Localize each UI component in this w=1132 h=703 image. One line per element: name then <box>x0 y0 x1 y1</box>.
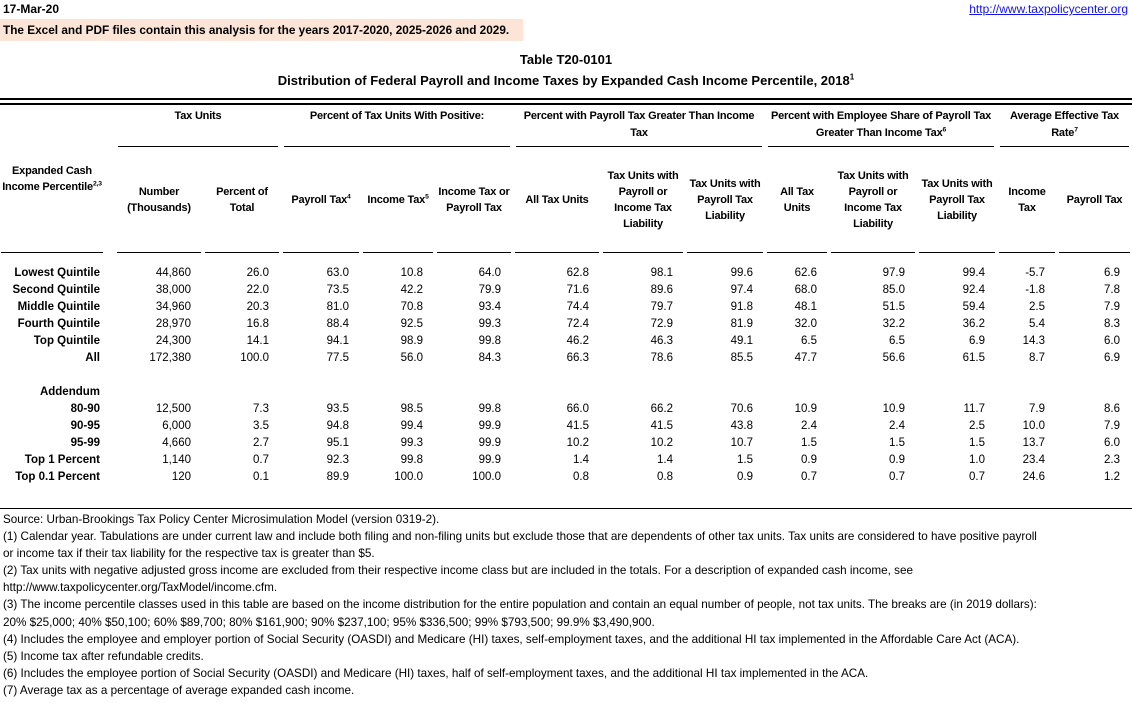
footnotes <box>0 509 1132 699</box>
table-cell: 120 <box>171 471 191 483</box>
row-label: Second Quintile <box>12 284 100 296</box>
table-cell <box>281 384 361 401</box>
table-cell: 70.6 <box>730 403 754 415</box>
table-cell <box>601 367 685 384</box>
table-cell: 4,660 <box>162 437 191 449</box>
table-cell: 10.2 <box>566 437 589 449</box>
group-header-row <box>0 105 1132 147</box>
row-label <box>0 367 115 384</box>
table-cell: 0.7 <box>801 471 818 483</box>
table-cell: 172,380 <box>149 352 191 364</box>
table-cell: 94.1 <box>326 335 349 347</box>
table-cell: 23.4 <box>1022 454 1046 466</box>
table-cell <box>685 384 765 401</box>
table-cell: 89.6 <box>650 284 673 296</box>
footnote-line: (7) Average tax as a percentage of average expanded cash income. <box>3 683 355 697</box>
table-cell: 99.9 <box>478 437 501 449</box>
table-cell: 0.7 <box>253 454 269 466</box>
table-cell: 44,860 <box>155 267 191 279</box>
table-cell: 81.9 <box>730 318 754 330</box>
table-cell: 91.8 <box>730 301 754 313</box>
table-cell <box>997 384 1057 401</box>
column-header-number: Number (Thousands) <box>115 147 203 253</box>
table-cell: 99.9 <box>478 420 501 432</box>
table-cell: 2.4 <box>801 420 818 432</box>
table-cell <box>115 384 203 401</box>
table-cell: 10.9 <box>882 403 906 415</box>
table-cell: 6.9 <box>1104 267 1121 279</box>
table-cell: 1.5 <box>889 437 906 449</box>
table-cell: 71.6 <box>566 284 589 296</box>
table-cell: 24.6 <box>1022 471 1046 483</box>
table-cell: 1.4 <box>573 454 589 466</box>
table-cell: 48.1 <box>794 301 818 313</box>
table-cell: 92.3 <box>326 454 349 466</box>
table-cell: 6,000 <box>162 420 191 432</box>
table-cell <box>1057 367 1132 384</box>
table-cell: 70.8 <box>400 301 423 313</box>
table-number-title: Table T20-0101 <box>519 52 613 67</box>
table-cell: 99.3 <box>400 437 423 449</box>
column-header-payroll-or-income-liability-2: Tax Units with Payroll or Income Tax Liability <box>829 147 917 253</box>
table-cell: 99.3 <box>478 318 501 330</box>
table-cell: 6.5 <box>889 335 906 347</box>
column-header-avg-payroll-tax: Payroll Tax <box>1057 147 1132 253</box>
table-cell: 5.4 <box>1029 318 1046 330</box>
banner-note: The Excel and PDF files contain this analysis for the years 2017-2020, 2025-2026 and 2029. <box>0 19 523 41</box>
table-cell: 78.6 <box>650 352 673 364</box>
table-cell: 99.8 <box>478 403 501 415</box>
table-cell: 7.3 <box>253 403 269 415</box>
table-cell: -1.8 <box>1025 284 1046 296</box>
table-cell: 95.1 <box>326 437 349 449</box>
table-cell: 36.2 <box>962 318 986 330</box>
row-label: 80-90 <box>70 403 100 415</box>
table-cell: 2.3 <box>1104 454 1121 466</box>
table-cell <box>997 367 1057 384</box>
table-cell: 7.8 <box>1104 284 1121 296</box>
table-cell <box>435 367 513 384</box>
table-cell: 2.5 <box>969 420 986 432</box>
table-cell: 59.4 <box>962 301 986 313</box>
table-cell <box>917 367 997 384</box>
group-header-employee-share: Percent with Employee Share of Payroll Tax Greater Than Income Tax$^6$ <box>765 105 997 147</box>
table-cell: 100.0 <box>394 471 423 483</box>
table-cell: 85.5 <box>730 352 754 364</box>
row-label: All <box>85 352 100 364</box>
table-cell: 56.6 <box>882 352 906 364</box>
table-cell <box>513 367 601 384</box>
table-cell: 2.7 <box>253 437 269 449</box>
table-cell: 0.8 <box>573 471 589 483</box>
row-label: Middle Quintile <box>17 301 100 313</box>
title-block <box>0 50 1132 92</box>
table-row <box>0 299 1132 316</box>
table-cell: 66.0 <box>566 403 589 415</box>
table-cell: 16.8 <box>246 318 269 330</box>
footnote-line: or income tax if their tax liability for the respective tax is greater than $5. <box>3 547 375 561</box>
table-cell <box>361 367 435 384</box>
table-cell: 63.0 <box>326 267 349 279</box>
table-row <box>0 282 1132 299</box>
table-body <box>0 253 1132 509</box>
table-row <box>0 469 1132 509</box>
table-cell <box>829 384 917 401</box>
table-cell: 79.9 <box>478 284 501 296</box>
table-cell: 22.0 <box>246 284 269 296</box>
row-label: Lowest Quintile <box>14 267 100 279</box>
table-cell: 92.5 <box>400 318 423 330</box>
table-cell: 1.5 <box>969 437 986 449</box>
table-cell: 99.9 <box>478 454 501 466</box>
table-cell: 99.6 <box>730 267 754 279</box>
table-cell: 1.0 <box>969 454 986 466</box>
table-cell <box>917 384 997 401</box>
table-cell: 12,500 <box>155 403 191 415</box>
table-cell: 79.7 <box>650 301 673 313</box>
table-cell: 7.9 <box>1029 403 1046 415</box>
table-cell: -5.7 <box>1025 267 1046 279</box>
table-cell: 41.5 <box>566 420 589 432</box>
table-cell: 62.6 <box>794 267 818 279</box>
table-cell: 34,960 <box>155 301 191 313</box>
table-cell: 7.9 <box>1104 301 1121 313</box>
date-label: 17-Mar-20 <box>3 2 60 16</box>
table-cell: 85.0 <box>882 284 906 296</box>
table-cell: 94.8 <box>326 420 349 432</box>
table-cell: 47.7 <box>794 352 818 364</box>
table-cell <box>601 384 685 401</box>
table-cell <box>829 367 917 384</box>
table-cell: 98.5 <box>400 403 423 415</box>
table-cell: 26.0 <box>246 267 269 279</box>
row-label: Top 1 Percent <box>24 454 100 466</box>
table-cell: 97.4 <box>730 284 754 296</box>
table-cell: 32.0 <box>794 318 818 330</box>
table-cell: 20.3 <box>246 301 269 313</box>
table-cell: 38,000 <box>155 284 191 296</box>
table-cell: 2.5 <box>1029 301 1046 313</box>
table-cell: 99.8 <box>400 454 423 466</box>
table-row <box>0 435 1132 452</box>
table-cell: 98.9 <box>400 335 423 347</box>
column-header-income-or-payroll: Income Tax or Payroll Tax <box>435 147 513 253</box>
table-cell: 3.5 <box>253 420 269 432</box>
table-cell: 10.2 <box>650 437 673 449</box>
table-cell: 1.2 <box>1104 471 1121 483</box>
table-cell <box>513 384 601 401</box>
table-subtitle-text: Distribution of Federal Payroll and Income Taxes by Expanded Cash Income Percentile, 2018 <box>277 73 850 88</box>
column-header-payroll-tax: Payroll Tax$^4$ <box>281 147 361 253</box>
table-cell: 32.2 <box>882 318 906 330</box>
table-cell: 6.0 <box>1104 437 1121 449</box>
table-cell: 0.7 <box>889 471 906 483</box>
table-cell: 72.4 <box>566 318 589 330</box>
table-header <box>0 105 1132 253</box>
table-cell: 0.9 <box>737 471 754 483</box>
tax-table <box>0 105 1132 509</box>
table-cell: 8.6 <box>1104 403 1121 415</box>
table-cell <box>1057 384 1132 401</box>
table-cell: 10.0 <box>1022 420 1046 432</box>
table-cell: 99.4 <box>962 267 986 279</box>
table-cell: 1.5 <box>737 454 754 466</box>
row-label: 90-95 <box>70 420 100 432</box>
table-cell <box>765 384 829 401</box>
table-top-rule <box>0 98 1132 105</box>
table-cell: 81.0 <box>326 301 349 313</box>
table-cell: 42.2 <box>400 284 423 296</box>
table-cell: 46.2 <box>566 335 589 347</box>
table-cell: 6.9 <box>1104 352 1121 364</box>
group-header-tax-units: Tax Units <box>115 105 281 147</box>
table-cell: 77.5 <box>326 352 349 364</box>
footnote-line: (6) Includes the employee portion of Social Security (OASDI) and Medicare (HI) taxes, half of self-employment taxes, and the additional HI tax implemented in the ACA. <box>3 666 869 680</box>
table-cell: 84.3 <box>478 352 501 364</box>
table-cell: 43.8 <box>730 420 754 432</box>
table-cell: 0.9 <box>889 454 906 466</box>
blank-row <box>0 367 1132 384</box>
footnote-line: (5) Income tax after refundable credits. <box>3 649 204 663</box>
table-cell: 0.7 <box>969 471 986 483</box>
banner-row <box>0 19 1132 41</box>
table-cell <box>435 384 513 401</box>
column-header-avg-income-tax: Income Tax <box>997 147 1057 253</box>
table-cell: 68.0 <box>794 284 818 296</box>
table-cell: 93.5 <box>326 403 349 415</box>
column-header-payroll-liability-1: Tax Units with Payroll Tax Liability <box>685 147 765 253</box>
table-cell: 11.7 <box>963 403 986 415</box>
table-cell: 10.9 <box>794 403 818 415</box>
footnote-line: (1) Calendar year. Tabulations are under current law and include both filing and non-filing units but exclude those that are dependents of other tax units. Tax units are considered to have positive payroll <box>3 530 1037 544</box>
table-subtitle <box>0 70 1132 92</box>
table-cell: 0.9 <box>801 454 818 466</box>
table-cell: 88.4 <box>326 318 349 330</box>
table-cell <box>115 367 203 384</box>
table-cell: 8.7 <box>1029 352 1046 364</box>
column-header-payroll-liability-2: Tax Units with Payroll Tax Liability <box>917 147 997 253</box>
table-cell <box>203 367 281 384</box>
table-cell: 66.2 <box>650 403 673 415</box>
table-row <box>0 333 1132 350</box>
table-cell: 51.5 <box>882 301 906 313</box>
table-cell: 56.0 <box>400 352 423 364</box>
group-header-payroll-greater: Percent with Payroll Tax Greater Than Income Tax <box>513 105 765 147</box>
table-cell <box>361 384 435 401</box>
homepage-link[interactable]: http://www.taxpolicycenter.org <box>969 2 1128 16</box>
table-cell: 10.8 <box>400 267 423 279</box>
row-label: Top Quintile <box>33 335 100 347</box>
table-cell: 89.9 <box>326 471 349 483</box>
table-cell <box>685 367 765 384</box>
footnote-line: http://www.taxpolicycenter.org/TaxModel/income.cfm. <box>3 581 278 595</box>
table-cell: 73.5 <box>326 284 349 296</box>
footnote-line: (3) The income percentile classes used in this table are based on the income distribution for the entire population and contain an equal number of people, not tax units. The breaks are (in 2019 dollars): <box>3 598 1037 612</box>
table-cell <box>203 384 281 401</box>
group-header-avg-effective-rate: Average Effective Tax Rate$^7$ <box>997 105 1132 147</box>
table-cell: 97.9 <box>882 267 906 279</box>
top-bar <box>0 0 1132 18</box>
group-header-percent-positive: Percent of Tax Units With Positive: <box>281 105 513 147</box>
table-cell <box>281 367 361 384</box>
table-row <box>0 253 1132 282</box>
table-cell: 46.3 <box>650 335 673 347</box>
table-subtitle-footnote-marker: 1 <box>849 72 855 82</box>
table-cell: 99.4 <box>400 420 423 432</box>
table-cell: 1.5 <box>801 437 818 449</box>
table-row <box>0 384 1132 401</box>
table-cell: 28,970 <box>155 318 191 330</box>
table-cell: 72.9 <box>650 318 673 330</box>
column-header-all-tax-units-2: All Tax Units <box>765 147 829 253</box>
table-cell: 0.8 <box>657 471 673 483</box>
column-header-income-tax: Income Tax$^5$ <box>361 147 435 253</box>
table-row <box>0 452 1132 469</box>
row-label: Addendum <box>39 386 100 398</box>
table-cell: 14.1 <box>246 335 269 347</box>
table-cell: 93.4 <box>478 301 501 313</box>
table-cell: 49.1 <box>730 335 754 347</box>
table-cell: 10.7 <box>730 437 754 449</box>
table-cell: 14.3 <box>1022 335 1046 347</box>
table-cell: 8.3 <box>1104 318 1121 330</box>
table-cell: 6.9 <box>969 335 986 347</box>
column-header-percentile: Expanded Cash Income Percentile$^{2,3}$ <box>0 105 115 253</box>
column-header-payroll-or-income-liability-1: Tax Units with Payroll or Income Tax Liability <box>601 147 685 253</box>
table-cell: 41.5 <box>650 420 673 432</box>
footnote-line: (2) Tax units with negative adjusted gross income are excluded from their respective income class but are included in the totals. For a description of expanded cash income, see <box>3 564 913 578</box>
table-cell: 6.0 <box>1104 335 1121 347</box>
table-cell: 6.5 <box>801 335 818 347</box>
row-label: 95-99 <box>70 437 100 449</box>
table-cell: 0.1 <box>253 471 269 483</box>
table-cell <box>765 367 829 384</box>
table-row <box>0 418 1132 435</box>
row-label: Top 0.1 Percent <box>15 471 100 483</box>
table-row <box>0 350 1132 367</box>
table-cell: 2.4 <box>889 420 906 432</box>
table-cell: 1,140 <box>162 454 191 466</box>
table-cell: 98.1 <box>650 267 673 279</box>
table-cell: 13.7 <box>1022 437 1046 449</box>
table-row <box>0 401 1132 418</box>
table-cell: 74.4 <box>566 301 589 313</box>
table-row <box>0 316 1132 333</box>
column-header-percent-of-total: Percent of Total <box>203 147 281 253</box>
row-label: Fourth Quintile <box>17 318 100 330</box>
source-line: Source: Urban-Brookings Tax Policy Center Microsimulation Model (version 0319-2). <box>3 513 440 526</box>
table-cell: 99.8 <box>478 335 501 347</box>
table-cell: 61.5 <box>962 352 986 364</box>
table-cell: 100.0 <box>472 471 501 483</box>
column-header-all-tax-units-1: All Tax Units <box>513 147 601 253</box>
table-cell: 92.4 <box>962 284 986 296</box>
column-header-row <box>0 147 1132 253</box>
footnote-line: 20% $25,000; 40% $50,100; 60% $89,700; 80% $161,900; 90% $237,100; 95% $336,500; 99% $793,500; 99.9% $3,490,900. <box>3 615 655 629</box>
table-cell: 100.0 <box>240 352 269 364</box>
footnote-line: (4) Includes the employee and employer portion of Social Security (OASDI) and Medicare (HI) taxes, self-employment taxes, and the additional HI tax implemented in the Affordable Care Act (ACA). <box>3 632 1020 646</box>
table-cell: 24,300 <box>155 335 191 347</box>
table-cell: 66.3 <box>566 352 589 364</box>
table-cell: 1.4 <box>657 454 673 466</box>
table-cell: 64.0 <box>478 267 501 279</box>
table-cell: 7.9 <box>1104 420 1121 432</box>
table-cell: 62.8 <box>566 267 589 279</box>
